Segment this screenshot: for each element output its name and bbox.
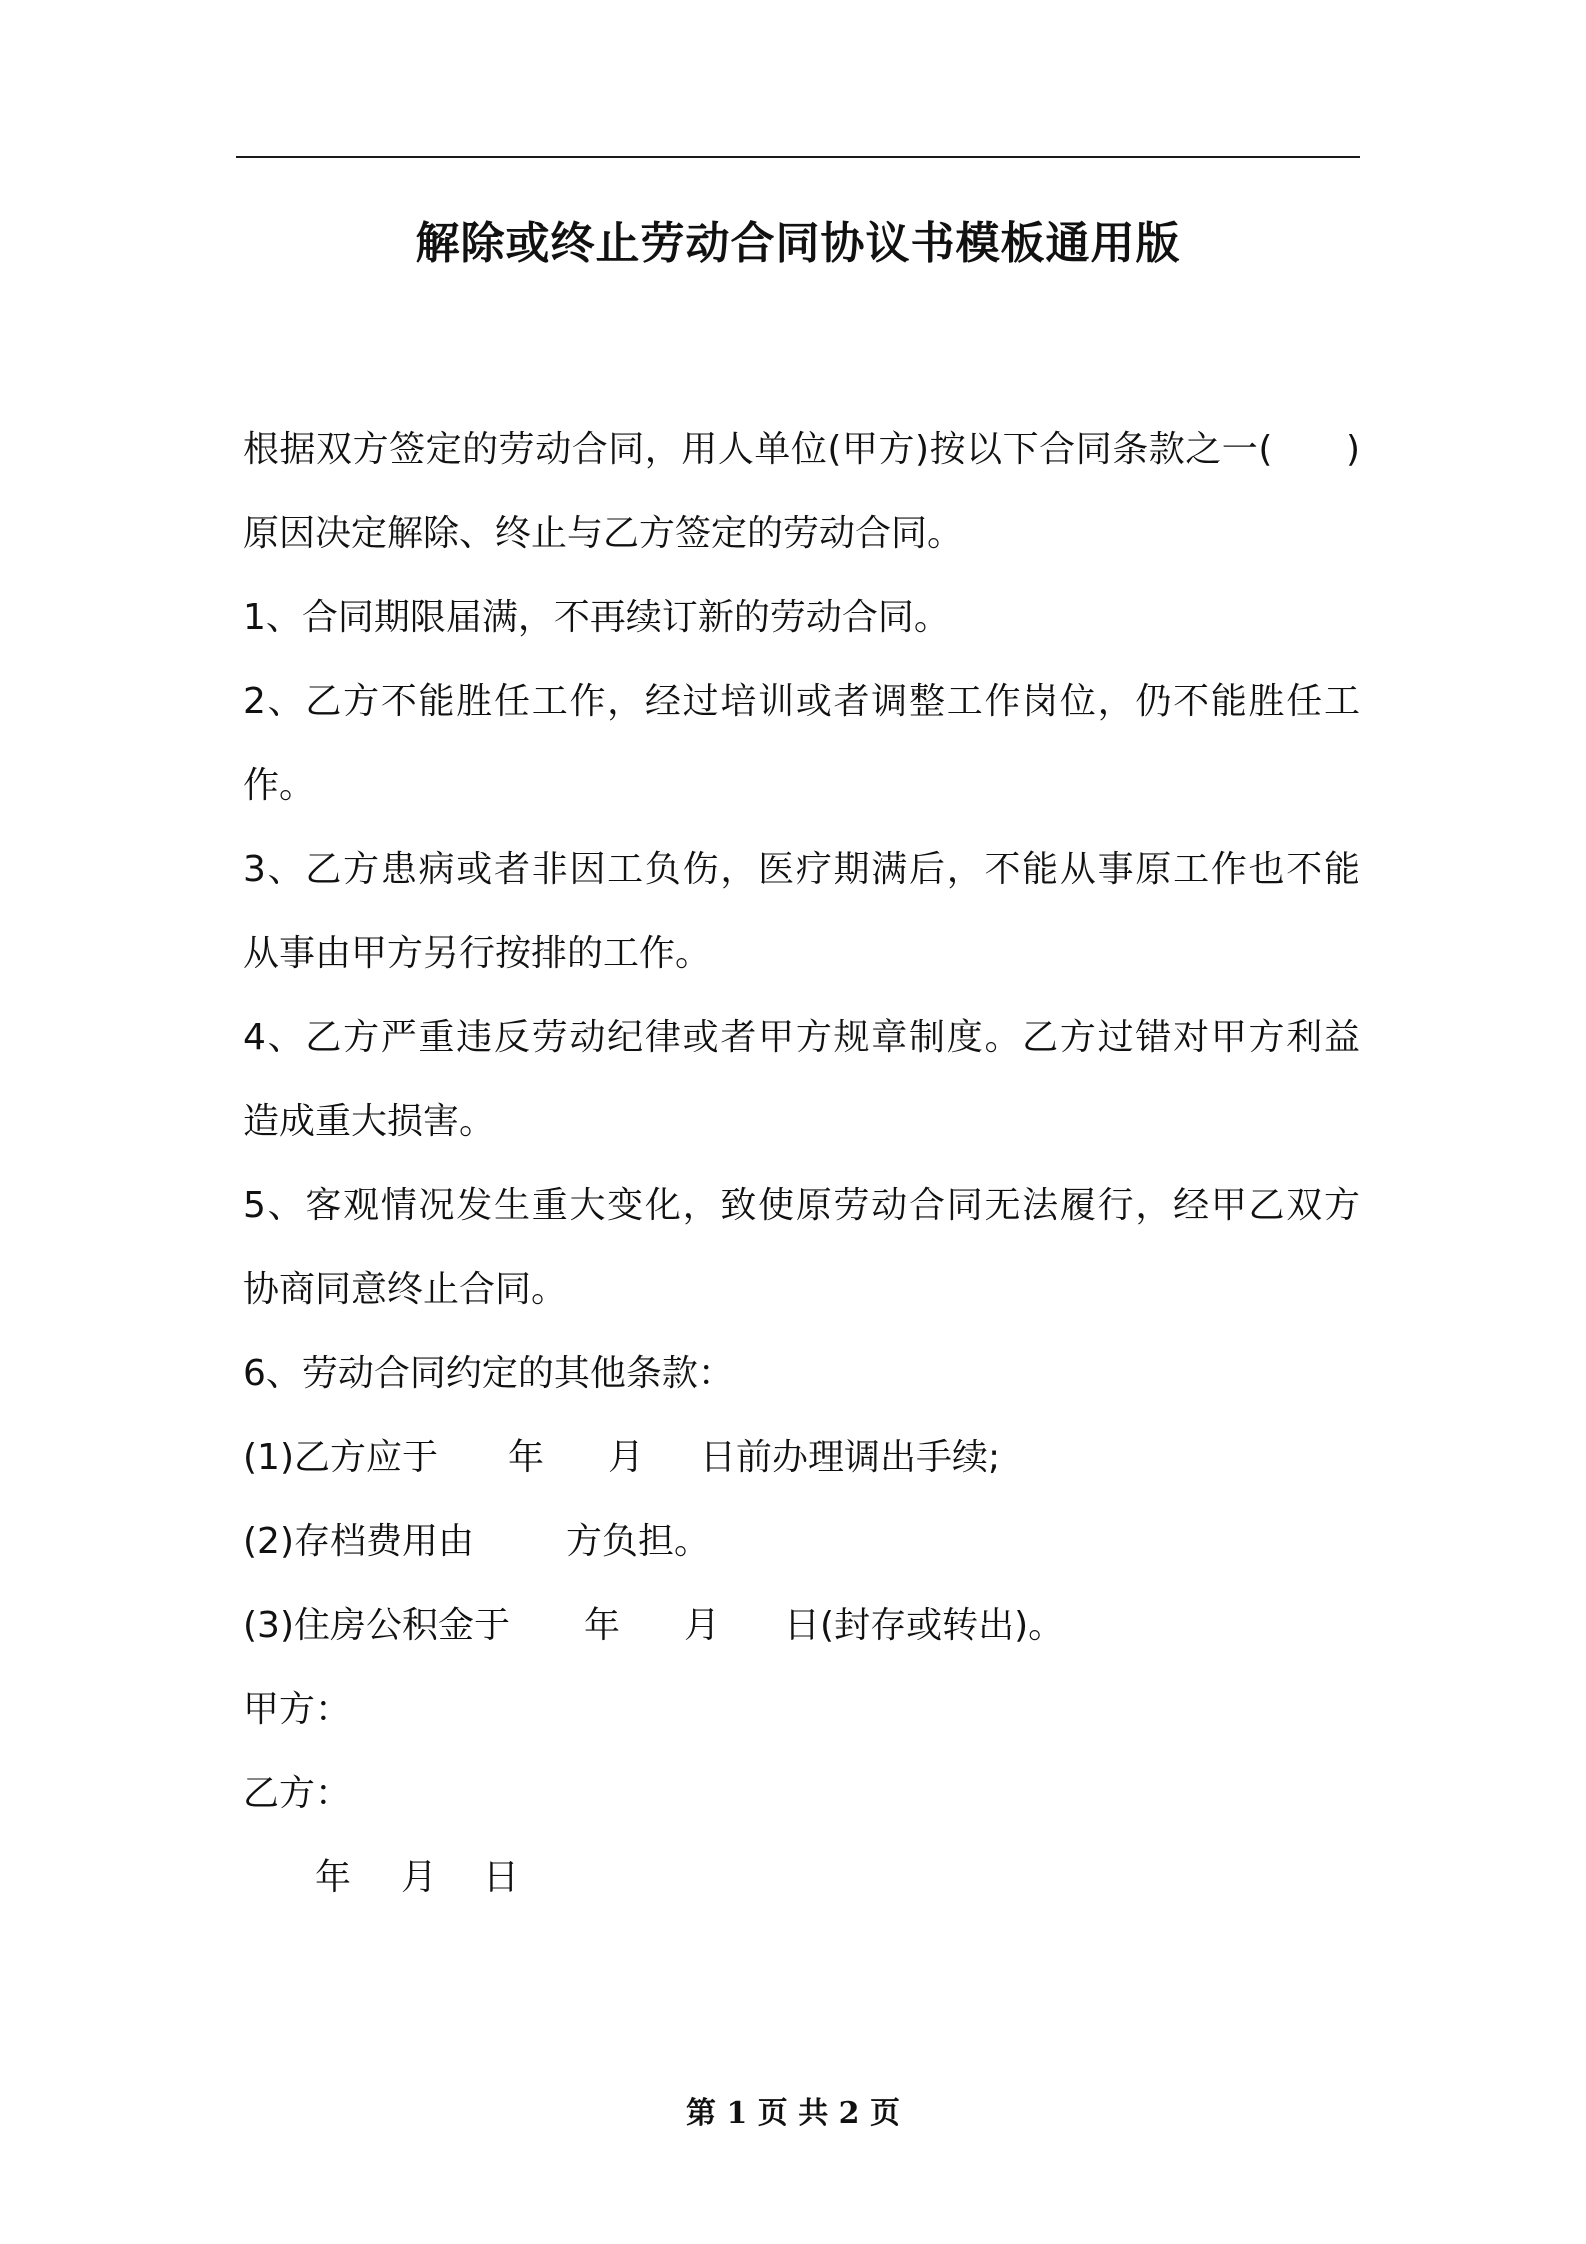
clause-1: 1、合同期限届满，不再续订新的劳动合同。 xyxy=(243,597,950,638)
document-title: 解除或终止劳动合同协议书模板通用版 xyxy=(415,218,1181,269)
intro-line-2: 原因决定解除、终止与乙方签定的劳动合同。 xyxy=(243,513,964,554)
item-3-prefix: (3)住房公积金于 xyxy=(243,1605,510,1646)
item-1 xyxy=(243,1416,1360,1500)
page-footer: 第 1 页 共 2 页 xyxy=(686,2096,900,2131)
date-day: 日 xyxy=(483,1857,520,1898)
clause-3-line-1: 3、乙方患病或者非因工负伤，医疗期满后，不能从事原工作也不能 xyxy=(243,849,1360,890)
clause-4-line-1: 4、乙方严重违反劳动纪律或者甲方规章制度。乙方过错对甲方利益 xyxy=(243,1017,1360,1058)
date-month: 月 xyxy=(401,1857,438,1898)
clause-5-line-1: 5、客观情况发生重大变化，致使原劳动合同无法履行，经甲乙双方 xyxy=(243,1185,1360,1226)
item-1-year: 年 xyxy=(508,1437,545,1478)
item-2-suffix: 方负担。 xyxy=(566,1521,711,1562)
item-2 xyxy=(243,1500,1360,1584)
date-year: 年 xyxy=(315,1857,352,1898)
clause-4-line-2: 造成重大损害。 xyxy=(243,1101,496,1142)
party-a-label: 甲方： xyxy=(243,1689,352,1730)
item-3-month: 月 xyxy=(684,1605,721,1646)
intro-line-1: 根据双方签定的劳动合同，用人单位(甲方)按以下合同条款之一( ) xyxy=(243,429,1360,470)
party-b-label: 乙方： xyxy=(243,1773,352,1814)
item-3-year: 年 xyxy=(584,1605,621,1646)
item-1-prefix: (1)乙方应于 xyxy=(243,1437,438,1478)
header-rule xyxy=(236,156,1360,158)
clause-6: 6、劳动合同约定的其他条款： xyxy=(243,1353,734,1394)
item-3 xyxy=(243,1584,1360,1668)
item-1-suffix: 日前办理调出手续; xyxy=(700,1437,1001,1478)
clause-2-line-2: 作。 xyxy=(243,765,316,806)
item-3-suffix: 日(封存或转出)。 xyxy=(784,1605,1065,1646)
clause-3-line-2: 从事由甲方另行按排的工作。 xyxy=(243,933,712,974)
item-2-prefix: (2)存档费用由 xyxy=(243,1521,474,1562)
clause-5-line-2: 协商同意终止合同。 xyxy=(243,1269,568,1310)
clause-2-line-1: 2、乙方不能胜任工作，经过培训或者调整工作岗位，仍不能胜任工 xyxy=(243,681,1360,722)
document-body xyxy=(243,408,1360,1920)
signature-date xyxy=(243,1836,1360,1920)
item-1-month: 月 xyxy=(608,1437,645,1478)
